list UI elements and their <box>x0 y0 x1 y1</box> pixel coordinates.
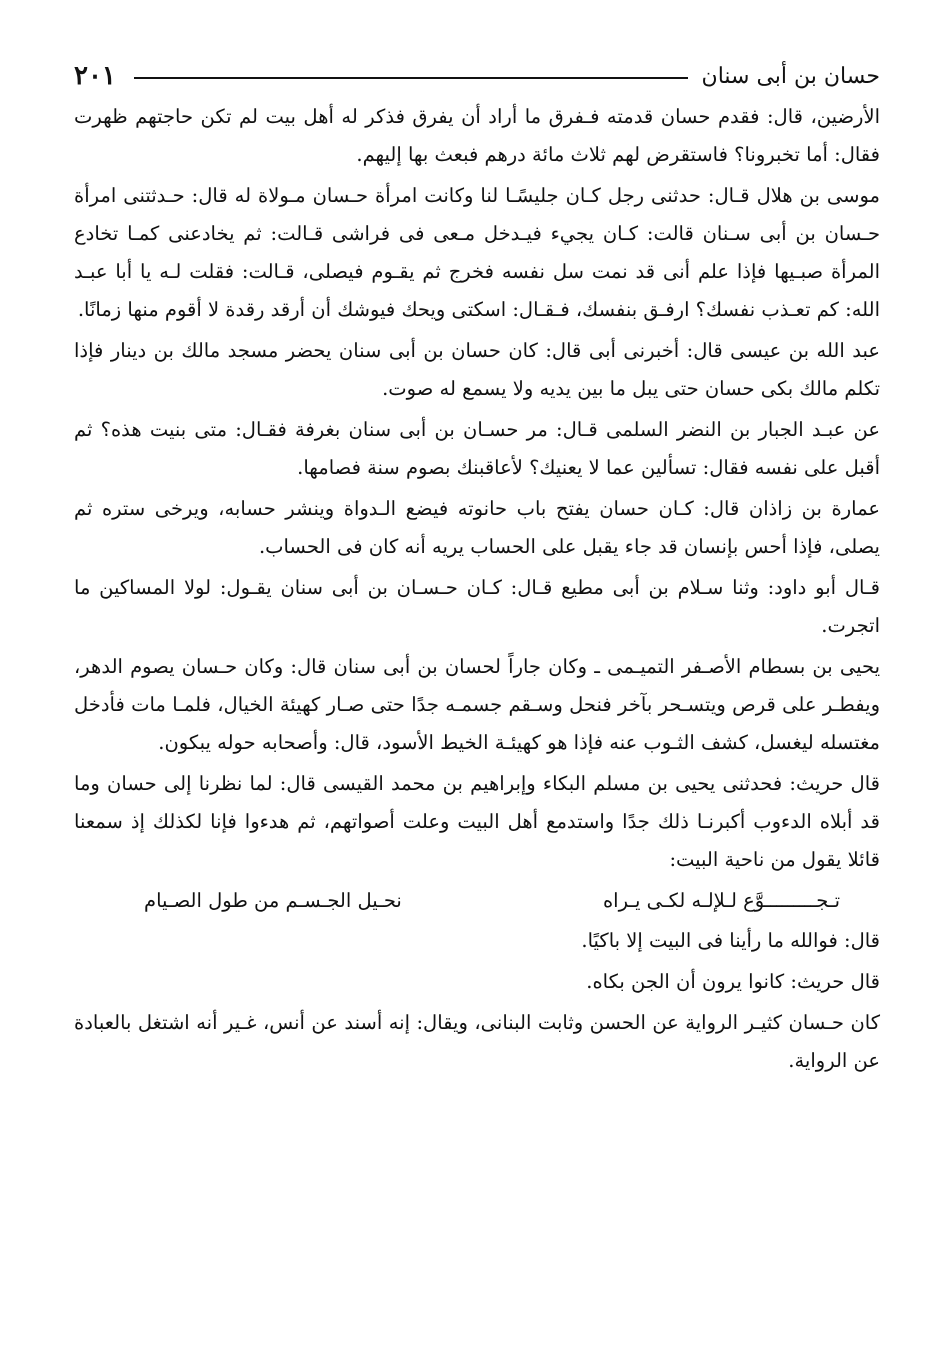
verse-second-hemistich: نحـيل الجـسـم من طول الصـيام <box>144 889 402 912</box>
running-header <box>74 58 880 94</box>
paragraph: موسى بن هلال قـال: حدثنى رجل كـان جليسًـا لنا وكانت امرأة حـسان مـولاة له قال: حـدثتنى امرأة حـسان بن أبى سـنان قالت: كـان يجيء فيـدخل مـعى فى فراشى قـالت: ثم يخادعنى كمـا تخادع المرأة صبـيها فإذا علم أنى قد نمت سل نفسه فخرج ثم يقـوم فيصلى، قـالت: فقلت لـه يا أبا عبـد الله: كم تعـذب نفسك؟ ارفـق بنفسك، فـقـال: اسكتى ويحك فيوشك أن أرقد رقدة لا أقوم منها زمانًا. <box>74 184 880 321</box>
paragraph: يحيى بن بسطام الأصـفر التميـمى ـ وكان جاراً لحسان بن أبى سنان قال: وكان حـسان يصوم الدهر، ويفطـر على قرص ويتسـحر بآخر فنحل وسـقم جسمـه جدًا حتى صـار كهيئة الخيال، فلمـا مات فأدخل مغتسله ليغسل، كشف الثـوب عنه فإذا هو كهيئـة الخيط الأسود، قال: وأصحابه حوله يبكون. <box>74 655 880 754</box>
paragraph: قال: فوالله ما رأينا فى البيت إلا باكيًا. <box>581 929 880 952</box>
page-number: ٢٠١ <box>74 61 116 91</box>
verse-first-hemistich: تـجـــــــــوَّع لـلإلـه لكـى يـراه <box>602 889 840 912</box>
page-body <box>74 98 880 1083</box>
paragraph: قال حريث: كانوا يرون أن الجن بكاه. <box>586 970 880 993</box>
paragraph: عن عبـد الجبار بن النضر السلمى قـال: مر حسـان بن أبى سنان بغرفة فقـال: متى بنيت هذه؟ ثم أقبل على نفسه فقال: تسألين عما لا يعنيك؟ لأعاقبنك بصوم سنة فصامها. <box>74 418 880 479</box>
poetry-verse <box>74 882 880 920</box>
paragraph: الأرضين، قال: فقدم حسان قدمته فـفرق ما أراد أن يفرق فذكر له أهل بيت لم تكن حاجتهم ظهرت فقال: أما تخبرونا؟ فاستقرض لهم ثلاث مائة درهم فبعث بها إليهم. <box>74 105 880 166</box>
paragraph: قـال أبو داود: وثنا سـلام بن أبى مطيع قـال: كـان حـسـان بن أبى سنان يقـول: لولا المساكين ما اتجرت. <box>74 576 880 637</box>
paragraph: قال حريث: فحدثنى يحيى بن مسلم البكاء وإبراهيم بن محمد القيسى قال: لما نظرنا إلى حسان وما قد أبلاه الدءوب أكبرنـا ذلك جدًا واستدمع أهل البيت وعلت أصواتهم، ثم هدءوا فإنا لكذلك إذ سمعنا قائلا يقول من ناحية البيت: <box>74 772 880 871</box>
closing-paragraph: كان حـسان كثيـر الرواية عن الحسن وثابت البنانى، ويقال: إنه أسند عن أنس، غـير أنه اشتغل بالعبادة عن الرواية. <box>74 1011 880 1072</box>
paragraph: عمارة بن زاذان قال: كـان حسان يفتح باب حانوته فيضع الـدواة وينشر حسابه، ويرخى ستره ثم يصلى، فإذا أحس بإنسان قد جاء يقبل على الحساب يريه أنه كان فى الحساب. <box>74 497 880 558</box>
running-title: حسان بن أبى سنان <box>701 63 880 89</box>
paragraph: عبد الله بن عيسى قال: أخبرنى أبى قال: كان حسان بن أبى سنان يحضر مسجد مالك بن دينار فإذا تكلم مالك بكى حسان حتى يبل ما بين يديه ولا يسمع له صوت. <box>74 339 880 400</box>
header-rule <box>134 77 688 79</box>
